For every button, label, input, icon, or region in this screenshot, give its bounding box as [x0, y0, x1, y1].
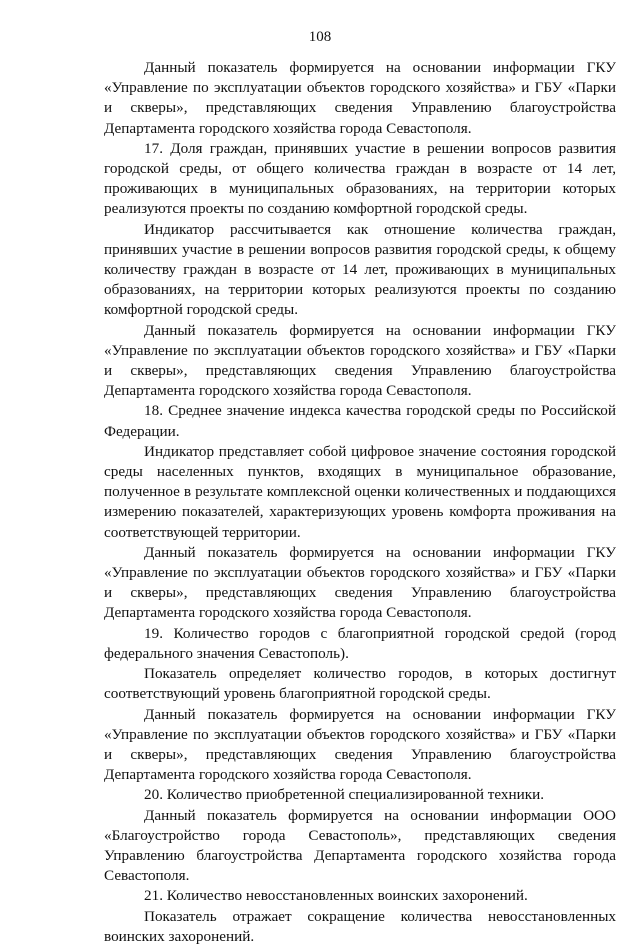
page-number: 108: [308, 29, 332, 45]
paragraph-indicator-20-title: 20. Количество приобретенной специализированной техники.: [144, 786, 545, 804]
paragraph-indicator-19-source: Данный показатель формируется на основании информации ГКУ «Управление по эксплуатации объектов городского хозяйства» и ГБУ «Парки и скверы», представляющих сведения Управлению благоустройства Департамента городского хозяйства города Севастополя.: [104, 705, 616, 784]
paragraph-indicator-21-description: Показатель отражает сокращение количества невосстановленных воинских захоронений.: [104, 907, 616, 945]
paragraph-indicator-17-description: Индикатор рассчитывается как отношение количества граждан, принявших участие в решении вопросов развития городской среды, к общему количеству граждан в возрасте от 14 лет, проживающих в муниципальных образованиях, на территории которых реализуются проекты по созданию комфортной городской среды.: [104, 220, 616, 319]
paragraph-indicator-20-source: Данный показатель формируется на основании информации ООО «Благоустройство города Севастополь», представляющих сведения Управлению благоустройства Департамента городского хозяйства города Севастополя.: [104, 806, 616, 885]
paragraph-source-info: Данный показатель формируется на основании информации ГКУ «Управление по эксплуатации объектов городского хозяйства» и ГБУ «Парки и скверы», представляющих сведения Управлению благоустройства Департамента городского хозяйства города Севастополя.: [104, 59, 616, 137]
paragraph-indicator-17-title: 17. Доля граждан, принявших участие в решении вопросов развития городской среды, от общего количества граждан в возрасте от 14 лет, проживающих в муниципальных образованиях, на территории которых реализуются проекты по созданию комфортной городской среды.: [104, 139, 616, 218]
paragraph-indicator-21-title: 21. Количество невосстановленных воинских захоронений.: [144, 887, 528, 905]
document-body: [104, 58, 616, 947]
paragraph-indicator-19-description: Показатель определяет количество городов, в которых достигнут соответствующий уровень благоприятной городской среды.: [104, 665, 616, 703]
paragraph-indicator-18-title: 18. Среднее значение индекса качества городской среды по Российской Федерации.: [104, 402, 616, 440]
paragraph-indicator-18-description: Индикатор представляет собой цифровое значение состояния городской среды населенных пунктов, входящих в муниципальное образование, полученное в результате комплексной оценки количественных и поддающихся измерению показателей, характеризующих уровень комфорта проживания на соответствующей территории.: [104, 442, 616, 541]
paragraph-indicator-18-source: Данный показатель формируется на основании информации ГКУ «Управление по эксплуатации объектов городского хозяйства» и ГБУ «Парки и скверы», представляющих сведения Управлению благоустройства Департамента городского хозяйства города Севастополя.: [104, 543, 616, 622]
paragraph-indicator-17-source: Данный показатель формируется на основании информации ГКУ «Управление по эксплуатации объектов городского хозяйства» и ГБУ «Парки и скверы», представляющих сведения Управлению благоустройства Департамента городского хозяйства города Севастополя.: [104, 321, 616, 400]
paragraph-indicator-19-title: 19. Количество городов с благоприятной городской средой (город федерального значения Севастополь).: [104, 624, 616, 662]
